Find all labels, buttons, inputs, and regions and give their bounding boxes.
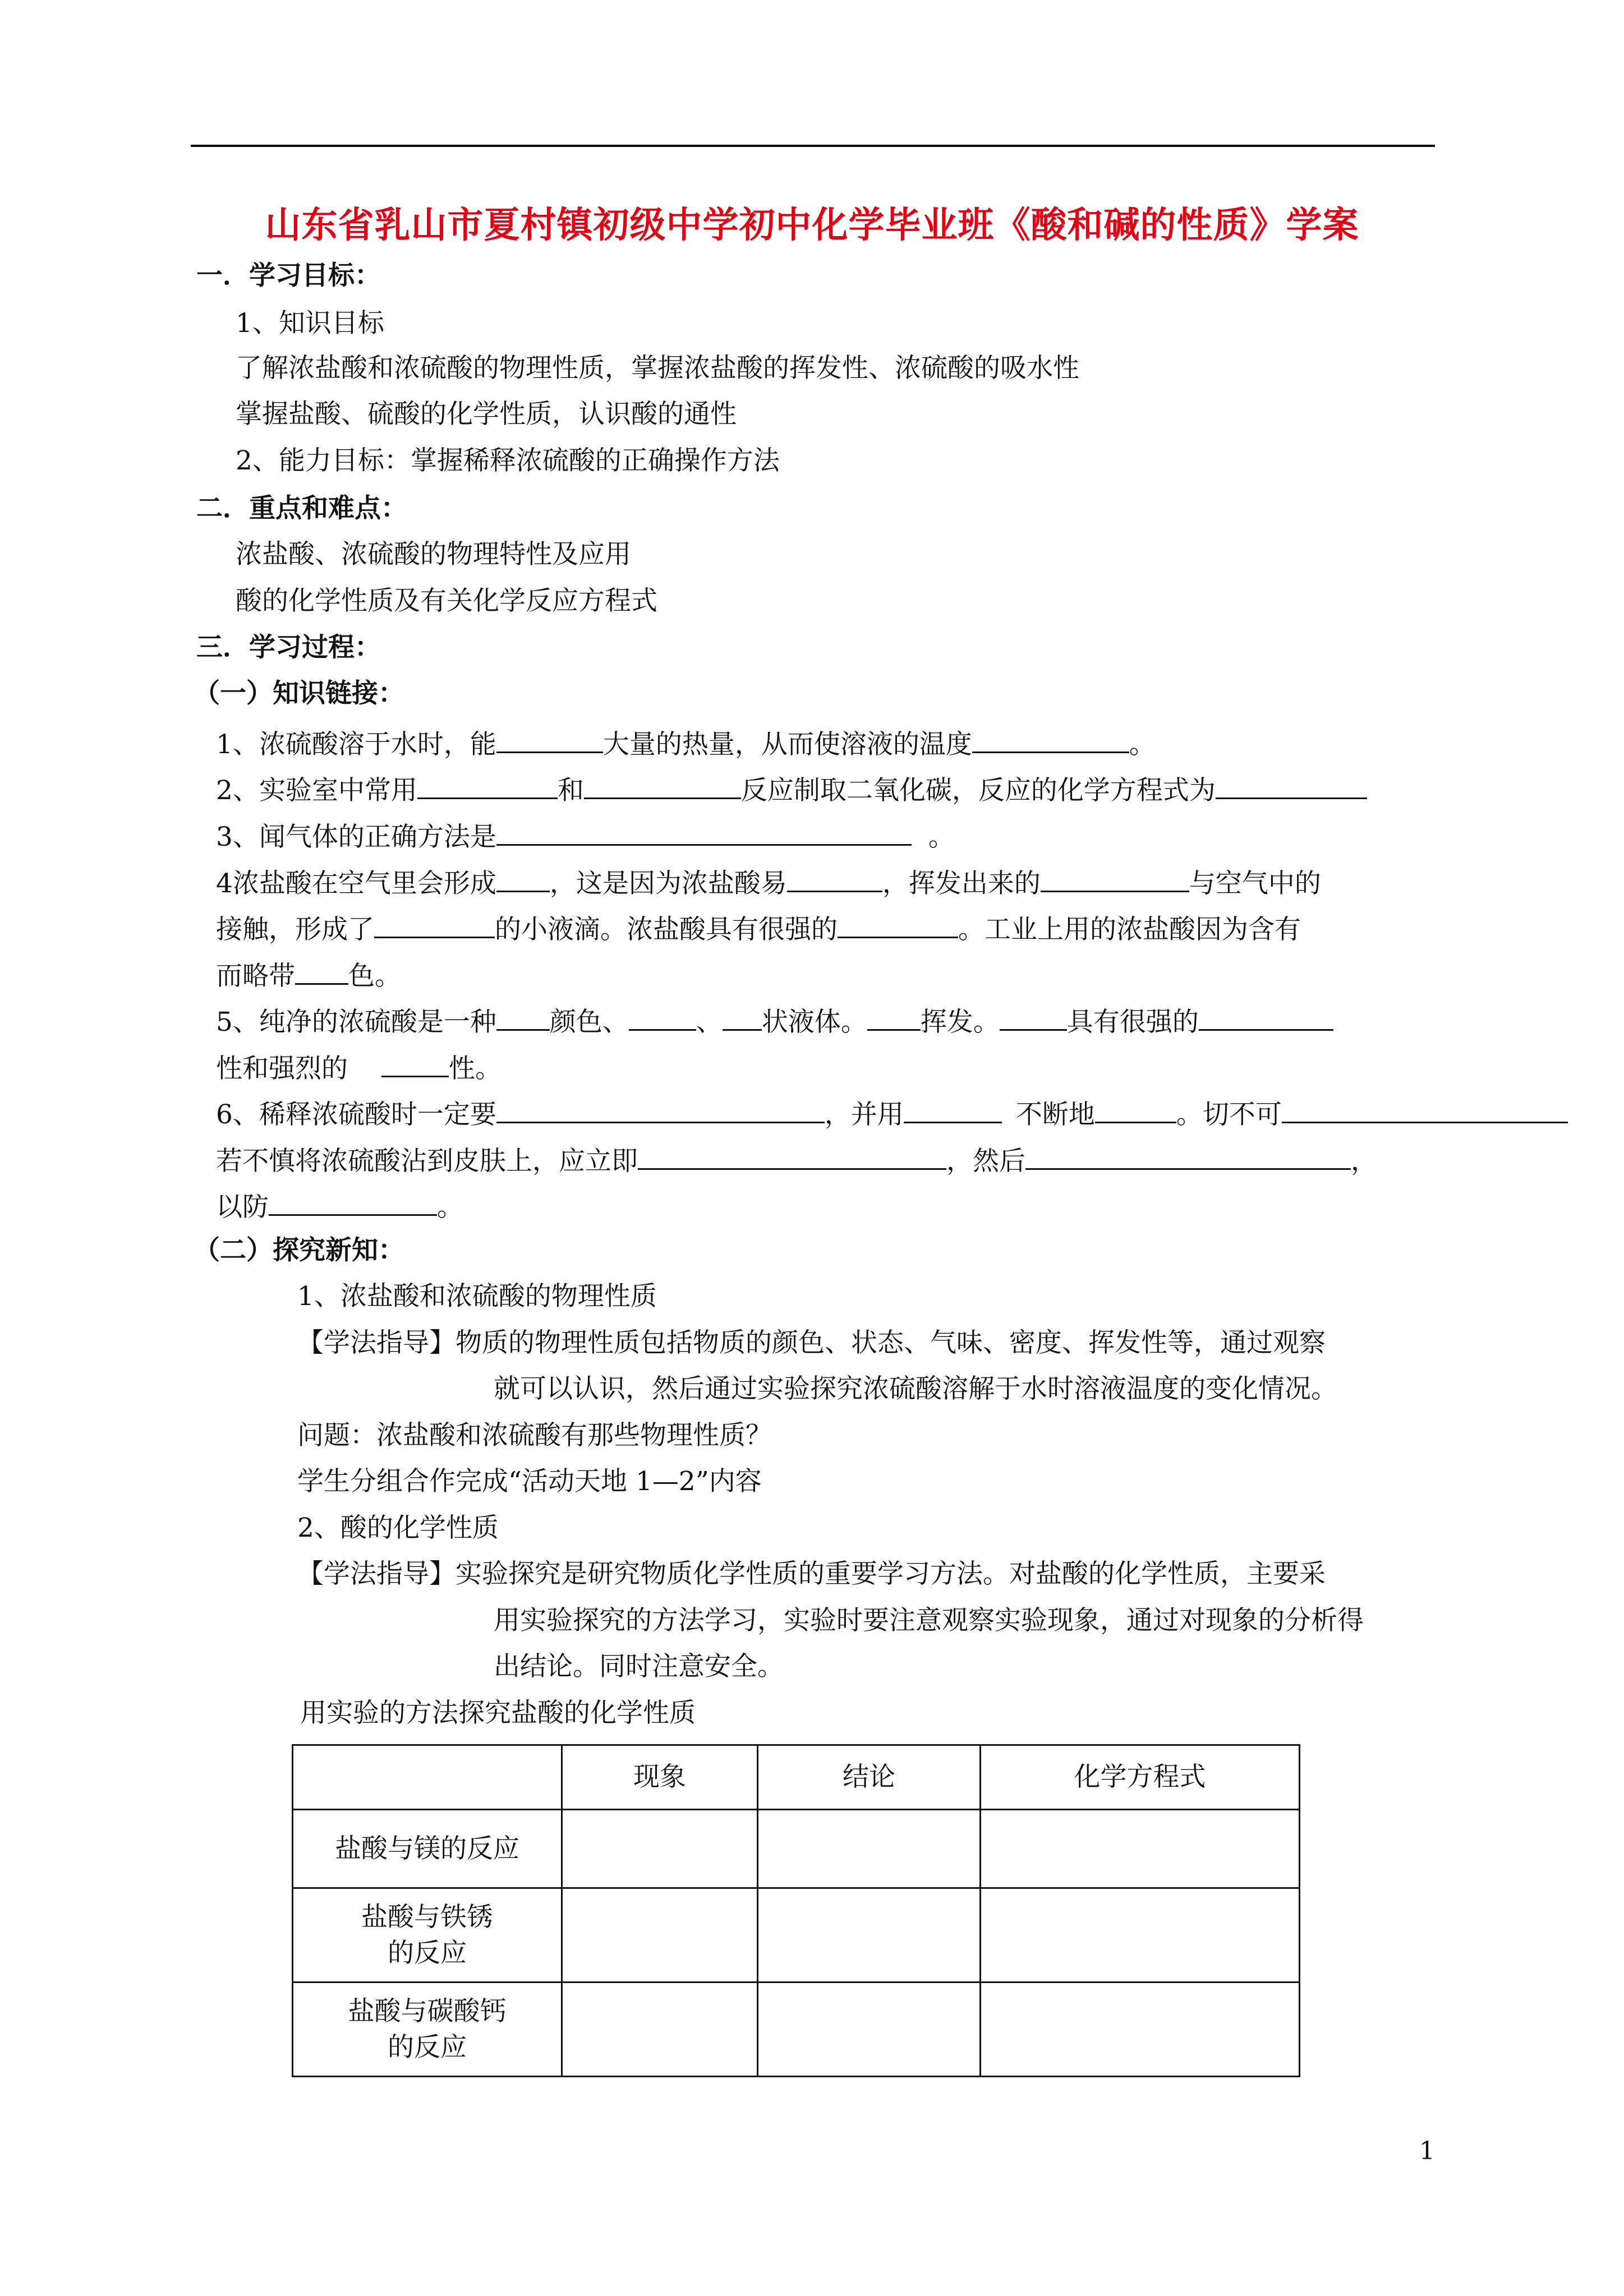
section2-heading: 二．重点和难点： <box>196 493 407 524</box>
table-header-cell: 化学方程式 <box>981 1745 1300 1810</box>
question-6-line-3: 以防 。 <box>216 1186 463 1225</box>
table-cell[interactable] <box>758 1983 981 2077</box>
row-label: 盐酸与碳酸钙 的反应 <box>293 1983 562 2077</box>
table-cell[interactable] <box>981 1983 1300 2077</box>
question-1: 1、浓硫酸溶于水时，能 大量的热量，从而使溶液的温度 。 <box>216 723 1156 763</box>
explore-item-2: 2、酸的化学性质 <box>297 1513 499 1543</box>
table-header-cell: 结论 <box>758 1745 981 1810</box>
method-guide-2-line-3: 出结论。同时注意安全。 <box>494 1651 784 1682</box>
table-cell[interactable] <box>981 1810 1300 1888</box>
table-cell[interactable] <box>758 1888 981 1983</box>
table-cell[interactable] <box>758 1810 981 1888</box>
page-number: 1 <box>1419 2137 1435 2165</box>
table-cell[interactable] <box>562 1810 758 1888</box>
method-guide-2-line-1: 【学法指导】实验探究是研究物质化学性质的重要学习方法。对盐酸的化学性质，主要采 <box>297 1559 1326 1589</box>
method-guide-2-line-2: 用实验探究的方法学习，实验时要注意观察实验现象，通过对现象的分析得 <box>494 1605 1364 1636</box>
table-row <box>293 1888 1300 1983</box>
key-point-2: 酸的化学性质及有关化学反应方程式 <box>236 585 657 616</box>
question-6-line-1: 6、稀释浓硫酸时一定要 ，并用 不断地 。切不可 <box>216 1094 1568 1133</box>
question-4-line-2: 接触，形成了 的小液滴。浓盐酸具有很强的 。工业上用的浓盐酸因为含有 <box>216 909 1301 948</box>
method-guide-1-line-2: 就可以认识，然后通过实验探究浓硫酸溶解于水时溶液温度的变化情况。 <box>494 1373 1337 1404</box>
knowledge-goal-label: 1、知识目标 <box>236 308 384 339</box>
table-cell[interactable] <box>562 1888 758 1983</box>
goal-line-1: 了解浓盐酸和浓硫酸的物理性质，掌握浓盐酸的挥发性、浓硫酸的吸水性 <box>236 353 1079 384</box>
header-rule <box>191 145 1435 147</box>
document-title: 山东省乳山市夏村镇初级中学初中化学毕业班《酸和碱的性质》学案 <box>265 204 1359 246</box>
table-cell[interactable] <box>562 1983 758 2077</box>
key-point-1: 浓盐酸、浓硫酸的物理特性及应用 <box>236 539 631 570</box>
table-header-cell: 现象 <box>562 1745 758 1810</box>
table-row <box>293 1983 1300 2077</box>
table-header-row <box>293 1745 1300 1810</box>
ability-goal: 2、能力目标：掌握稀释浓硫酸的正确操作方法 <box>236 445 780 476</box>
question-5-line-1: 5、纯净的浓硫酸是一种 颜色、 、 状液体。 挥发。 具有很强的 <box>216 1001 1333 1040</box>
question-3: 3、闻气体的正确方法是 。 <box>216 816 955 855</box>
subsection-explore: （二）探究新知： <box>194 1235 404 1266</box>
hydrochloric-acid-table <box>292 1744 1300 2077</box>
question-6-line-2: 若不慎将浓硫酸沾到皮肤上，应立即 ，然后 ， <box>216 1140 1377 1179</box>
question-text: 问题：浓盐酸和浓硫酸有那些物理性质？ <box>297 1420 772 1451</box>
row-label: 盐酸与铁锈 的反应 <box>293 1888 562 1983</box>
question-5-line-2: 性和强烈的 性。 <box>216 1048 502 1087</box>
table-row <box>293 1810 1300 1888</box>
question-2: 2、实验室中常用 和 反应制取二氧化碳，反应的化学方程式为 <box>216 769 1367 809</box>
goal-line-2: 掌握盐酸、硫酸的化学性质，认识酸的通性 <box>236 399 737 430</box>
row-label: 盐酸与镁的反应 <box>293 1810 562 1888</box>
method-guide-1-line-1: 【学法指导】物质的物理性质包括物质的颜色、状态、气味、密度、挥发性等，通过观察 <box>297 1327 1326 1358</box>
explore-item-1: 1、浓盐酸和浓硫酸的物理性质 <box>297 1281 657 1312</box>
question-4-line-1: 4浓盐酸在空气里会形成 ，这是因为浓盐酸易 ，挥发出来的 与空气中的 <box>216 863 1321 902</box>
table-header-cell <box>293 1745 562 1810</box>
section1-heading: 一．学习目标： <box>196 260 381 291</box>
activity-text: 学生分组合作完成“活动天地 1—2”内容 <box>297 1466 762 1497</box>
question-4-line-3: 而略带 色。 <box>216 955 401 994</box>
subsection-knowledge-link: （一）知识链接： <box>194 678 404 709</box>
table-caption: 用实验的方法探究盐酸的化学性质 <box>300 1698 696 1728</box>
table-cell[interactable] <box>981 1888 1300 1983</box>
section3-heading: 三．学习过程： <box>196 632 381 663</box>
